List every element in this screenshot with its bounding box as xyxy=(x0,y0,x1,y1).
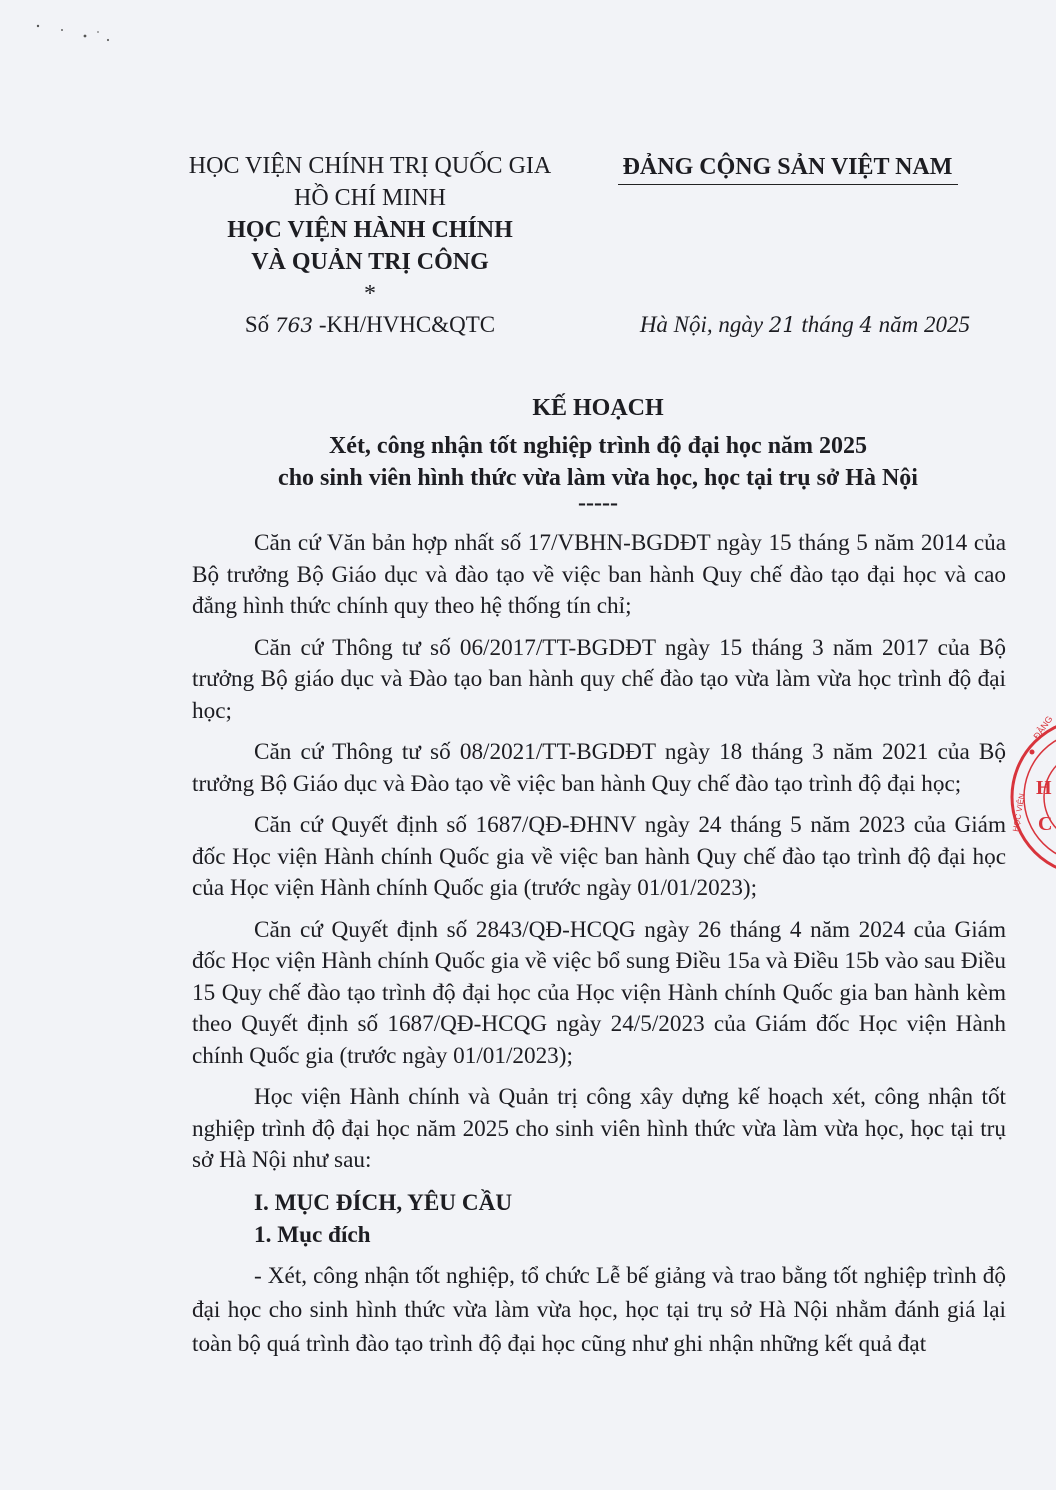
document-body xyxy=(192,528,1006,1371)
star-mark: * xyxy=(364,281,376,307)
issuing-organization xyxy=(180,150,560,310)
svg-text:C: C xyxy=(1038,813,1053,835)
svg-text:H: H xyxy=(1036,777,1052,799)
section-heading-1: I. MỤC ĐÍCH, YÊU CẦU xyxy=(254,1189,513,1216)
intro-paragraph: Học viện Hành chính và Quản trị công xây dựng kế hoạch xét, công nhận tốt nghiệp trình độ đại học năm 2025 cho sinh viên hình thức vừa làm vừa học, học tại trụ sở Hà Nội như sau: xyxy=(192,1084,1006,1173)
title-main: KẾ HOẠCH xyxy=(532,395,664,421)
basis-paragraph-2: Căn cứ Thông tư số 06/2017/TT-BGDĐT ngày 15 tháng 3 năm 2017 của Bộ trưởng Bộ giáo dục và Đào tạo ban hành quy chế đào tạo vừa làm vừa học trình độ đại học; xyxy=(192,634,1006,724)
parent-org-line1: HỌC VIỆN CHÍNH TRỊ QUỐC GIA xyxy=(188,153,552,179)
basis-paragraph-4: Căn cứ Quyết định số 1687/QĐ-ĐHNV ngày 24 tháng 5 năm 2023 của Giám đốc Học viện Hành chính Quốc gia về việc ban hành Quy chế đào tạo trình độ đại học của Học viện Hành chính Quốc gia (trước ngày 01/01/2023); xyxy=(192,812,1006,901)
parent-org-line2: HỒ CHÍ MINH xyxy=(294,185,446,211)
date-part1: Hà Nội, ngày xyxy=(639,312,769,337)
basis-paragraph-5: Căn cứ Quyết định số 2843/QĐ-HCQG ngày 26 tháng 4 năm 2024 của Giám đốc Học viện Hành chính Quốc gia về việc bổ sung Điều 15a và Điều 15b vào sau Điều 15 Quy chế đào tạo trình độ đại học của Học viện Hành chính Quốc gia ban hành kèm theo Quyết định số 1687/QĐ-HCQG ngày 24/5/2023 của Giám đốc Học viện Hành chính Quốc gia (trước ngày 01/01/2023); xyxy=(192,916,1006,1069)
doc-number-suffix: -KH/HVHC&QTC xyxy=(313,312,496,337)
svg-text:HỌC VIỆN: HỌC VIỆN xyxy=(1011,792,1027,833)
title-subtitle-line1: Xét, công nhận tốt nghiệp trình độ đại học năm 2025 xyxy=(328,433,868,459)
subsection-heading-1: 1. Mục đích xyxy=(254,1221,371,1248)
doc-number-prefix: Số xyxy=(244,312,275,337)
title-divider: ----- xyxy=(578,490,618,516)
document-title xyxy=(192,392,1004,516)
scan-specks xyxy=(30,18,120,58)
org-name-line1: HỌC VIỆN HÀNH CHÍNH xyxy=(227,217,513,243)
date-line xyxy=(600,312,970,338)
party-header xyxy=(610,150,965,185)
party-underline xyxy=(618,184,958,185)
date-month: 4 xyxy=(859,313,873,337)
basis-paragraph-1: Căn cứ Văn bản hợp nhất số 17/VBHN-BGDĐT ngày 15 tháng 5 năm 2014 của Bộ trưởng Bộ Giáo dục và đào tạo về việc ban hành Quy chế đào tạo đại học và cao đẳng hình thức chính quy theo hệ thống tín chỉ; xyxy=(192,530,1006,619)
party-name: ĐẢNG CỘNG SẢN VIỆT NAM xyxy=(622,154,953,180)
date-day: 21 xyxy=(768,313,796,337)
date-part2: tháng xyxy=(795,312,860,337)
title-subtitle-line2: cho sinh viên hình thức vừa làm vừa học, học tại trụ sở Hà Nội xyxy=(278,465,918,491)
red-seal-stamp xyxy=(1008,712,1056,882)
document-number xyxy=(180,312,560,338)
date-part3: năm 2025 xyxy=(872,312,970,337)
purpose-paragraph: - Xét, công nhận tốt nghiệp, tổ chức Lễ bế giảng và trao bằng tốt nghiệp trình độ đại học cho sinh hình thức vừa làm vừa học, học tại trụ sở Hà Nội nhằm đánh giá lại toàn bộ quá trình đào tạo trình độ đại học cũng như ghi nhận những kết quả đạt xyxy=(192,1262,1006,1357)
doc-number-handwritten: 763 xyxy=(274,313,314,337)
basis-paragraph-3: Căn cứ Thông tư số 08/2021/TT-BGDĐT ngày 18 tháng 3 năm 2021 của Bộ trưởng Bộ Giáo dục và Đào tạo về việc ban hành Quy chế đào tạo trình độ đại học; xyxy=(192,739,1006,797)
org-name-line2: VÀ QUẢN TRỊ CÔNG xyxy=(251,249,489,275)
svg-text:ĐẢNG: ĐẢNG xyxy=(1031,714,1055,742)
